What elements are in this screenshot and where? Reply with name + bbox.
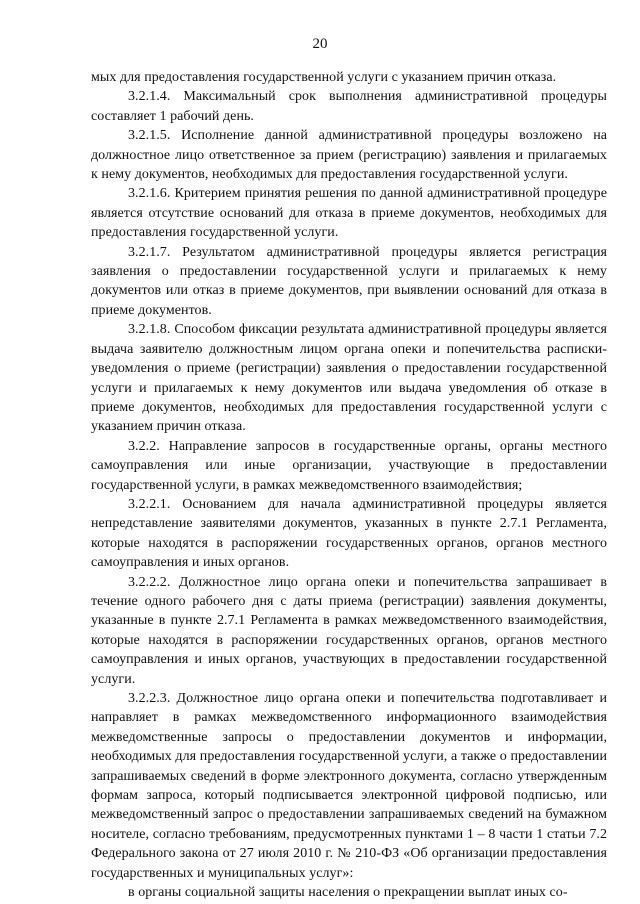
paragraph-social-protection: в органы социальной защиты населения о прекращении выплат иных со- xyxy=(128,885,568,901)
paragraph-3-2-1-8: 3.2.1.8. Способом фиксации результата административной процедуры является выдача заявителю должностным лицом органа опеки и попечительства расписки-уведомления о приеме (регистрации) заявления о предоставлении государственной услуги и прилагаемых к нему документов или выдача уведомления об отказе в приеме документов, необходимых для предоставления государственной услуги с указанием причин отказа. xyxy=(91,322,607,435)
paragraph-3-2-2: 3.2.2. Направление запросов в государственные органы, органы местного самоуправления или иные организации, участвующие в предоставлении государственной услуги, в рамках межведомственного взаимодействия; xyxy=(91,438,607,493)
paragraph-3-2-2-3: 3.2.2.3. Должностное лицо органа опеки и попечительства подготавливает и направляет в рамках межведомственного информационного взаимодействия межведомственные запросы о предоставлении документов и информации, необходимых для предоставления государственной услуги, а также о предоставлении запрашиваемых сведений в форме электронного документа, согласно утвержденным формам запроса, который подписывается электронной цифровой подписью, или межведомственный запрос о предоставлении запрашиваемых сведений на бумажном носителе, согласно требованиям, предусмотренных пунктами 1 – 8 части 1 статьи 7.2 Федерального закона от 27 июля 2010 г. № 210-ФЗ «Об организации предоставления государственных и муниципальных услуг»: xyxy=(91,691,607,881)
paragraph-3-2-1-6: 3.2.1.6. Критерием принятия решения по данной административной процедуре является отсутствие оснований для отказа в приеме документов, необходимых для предоставления государственной услуги. xyxy=(91,186,607,241)
paragraph-continuation: мых для предоставления государственной услуги с указанием причин отказа. xyxy=(91,70,557,85)
paragraph-3-2-1-5: 3.2.1.5. Исполнение данной административной процедуры возложено на должностное лицо ответственное за прием (регистрацию) заявления и прилагаемых к нему документов, необходимых для предоставления государственной услуги. xyxy=(91,128,607,183)
document-body xyxy=(91,68,607,902)
paragraph-3-2-1-7: 3.2.1.7. Результатом административной процедуры является регистрация заявления о предоставлении государственной услуги и прилагаемых к нему документов или отказ в приеме документов, при выявлении оснований для отказа в приеме документов. xyxy=(91,244,607,318)
page-number: 20 xyxy=(312,36,328,52)
paragraph-3-2-2-1: 3.2.2.1. Основанием для начала административной процедуры является непредставление заявителями документов, указанных в пункте 2.7.1 Регламента, которые находятся в распоряжении государственных органов, органов местного самоуправления и иных органов. xyxy=(91,496,607,571)
paragraph-3-2-2-2: 3.2.2.2. Должностное лицо органа опеки и попечительства запрашивает в течение одного рабочего дня с даты приема (регистрации) заявления документы, указанные в пункте 2.7.1 Регламента в рамках межведомственного взаимодействия, которые находятся в распоряжении государственных органов, органов местного самоуправления и иных органов, участвующих в предоставлении государственной услуги. xyxy=(91,574,607,687)
paragraph-3-2-1-4: 3.2.1.4. Максимальный срок выполнения административной процедуры составляет 1 рабочий день. xyxy=(91,89,607,124)
